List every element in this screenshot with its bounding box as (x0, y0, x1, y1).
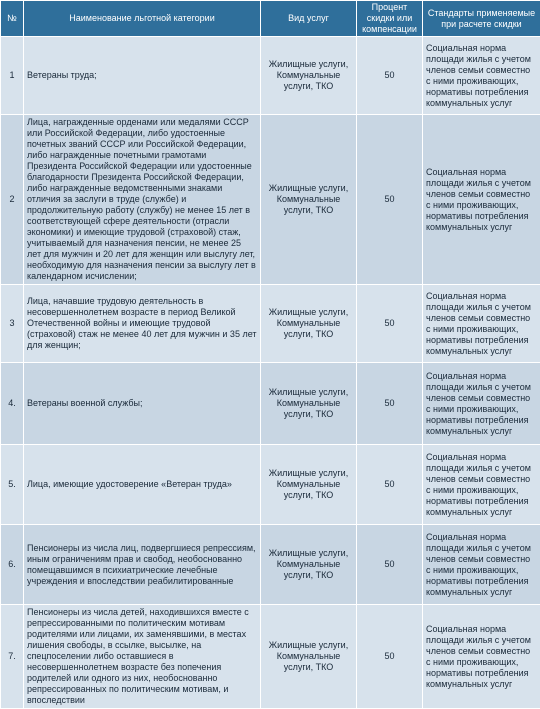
row-service: Жилищные услуги, Коммунальные услуги, ТКО (261, 605, 357, 709)
row-category: Пенсионеры из числа детей, находившихся вместе с репрессированными по политическим мотивам родителями или лицами, их заменявшими, в местах лишения свободы, в ссылке, высылке, на спецпоселении либо оставшиеся в несовершеннолетнем возрасте без попечения родителей или одного из них, необоснованно репрессированных по политическим мотивам, и впоследствии (24, 605, 261, 709)
row-category: Лица, начавшие трудовую деятельность в несовершеннолетнем возрасте в период Великой Отечественной войны и имеющие трудовой (страховой) стаж не менее 40 лет для мужчин и 35 лет для женщин; (24, 285, 261, 363)
table-row (1, 445, 540, 525)
row-percent: 50 (357, 525, 423, 605)
table-row (1, 525, 540, 605)
row-service: Жилищные услуги, Коммунальные услуги, ТКО (261, 37, 357, 115)
row-standards: Социальная норма площади жилья с учетом членов семьи совместно с ними проживающих, нормативы потребления коммунальных услуг (423, 363, 540, 445)
row-standards: Социальная норма площади жилья с учетом членов семьи совместно с ними проживающих, нормативы потребления коммунальных услуг (423, 115, 540, 285)
row-number: 2 (1, 115, 24, 285)
header-num: № (1, 1, 24, 37)
row-category: Лица, имеющие удостоверение «Ветеран труда» (24, 445, 261, 525)
row-percent: 50 (357, 285, 423, 363)
row-standards: Социальная норма площади жилья с учетом членов семьи совместно с ними проживающих, нормативы потребления коммунальных услуг (423, 445, 540, 525)
row-number: 5. (1, 445, 24, 525)
row-percent: 50 (357, 37, 423, 115)
header-standards: Стандарты применяемые при расчете скидки (423, 1, 540, 37)
row-number: 4. (1, 363, 24, 445)
table-row (1, 285, 540, 363)
row-number: 7. (1, 605, 24, 709)
row-number: 1 (1, 37, 24, 115)
row-category: Пенсионеры из числа лиц, подвергшиеся репрессиям, иным ограничениям прав и свобод, необоснованно помещавшимся в психиатрические лечебные учреждения и впоследствии реабилитированные (24, 525, 261, 605)
row-percent: 50 (357, 605, 423, 709)
row-standards: Социальная норма площади жилья с учетом членов семьи совместно с ними проживающих, нормативы потребления коммунальных услуг (423, 525, 540, 605)
table-header-row (1, 1, 540, 37)
row-service: Жилищные услуги, Коммунальные услуги, ТКО (261, 285, 357, 363)
table-row (1, 605, 540, 709)
row-category: Ветераны военной службы; (24, 363, 261, 445)
row-service: Жилищные услуги, Коммунальные услуги, ТКО (261, 445, 357, 525)
header-percent: Процент скидки или компенсации (357, 1, 423, 37)
row-standards: Социальная норма площади жилья с учетом членов семьи совместно с ними проживающих, нормативы потребления коммунальных услуг (423, 37, 540, 115)
row-service: Жилищные услуги, Коммунальные услуги, ТКО (261, 525, 357, 605)
header-category: Наименование льготной категории (24, 1, 261, 37)
row-category: Лица, награжденные орденами или медалями СССР или Российской Федерации, либо удостоенные почетных званий СССР или Российской Федерации, либо награжденные почетными грамотами Президента Российской Федерации или удостоенные благодарности Президента Российской Федерации, либо награжденные ведомственными знаками отличия за заслуги в труде (службе) и продолжительную работу (службу) не менее 15 лет в соответствующей сфере деятельности (отрасли экономики) и имеющие трудовой (страховой) стаж, учитываемый для назначения пенсии, не менее 25 лет для мужчин и 20 лет для женщин или выслугу лет, необходимую для назначения пенсии за выслугу лет в календарном исчислении; (24, 115, 261, 285)
row-number: 3 (1, 285, 24, 363)
row-percent: 50 (357, 363, 423, 445)
header-service: Вид услуг (261, 1, 357, 37)
row-service: Жилищные услуги, Коммунальные услуги, ТКО (261, 363, 357, 445)
row-standards: Социальная норма площади жилья с учетом членов семьи совместно с ними проживающих, нормативы потребления коммунальных услуг (423, 605, 540, 709)
row-category: Ветераны труда; (24, 37, 261, 115)
row-percent: 50 (357, 115, 423, 285)
row-percent: 50 (357, 445, 423, 525)
row-number: 6. (1, 525, 24, 605)
table-row (1, 363, 540, 445)
table-row (1, 37, 540, 115)
row-standards: Социальная норма площади жилья с учетом членов семьи совместно с ними проживающих, нормативы потребления коммунальных услуг (423, 285, 540, 363)
table-row (1, 115, 540, 285)
row-service: Жилищные услуги, Коммунальные услуги, ТКО (261, 115, 357, 285)
